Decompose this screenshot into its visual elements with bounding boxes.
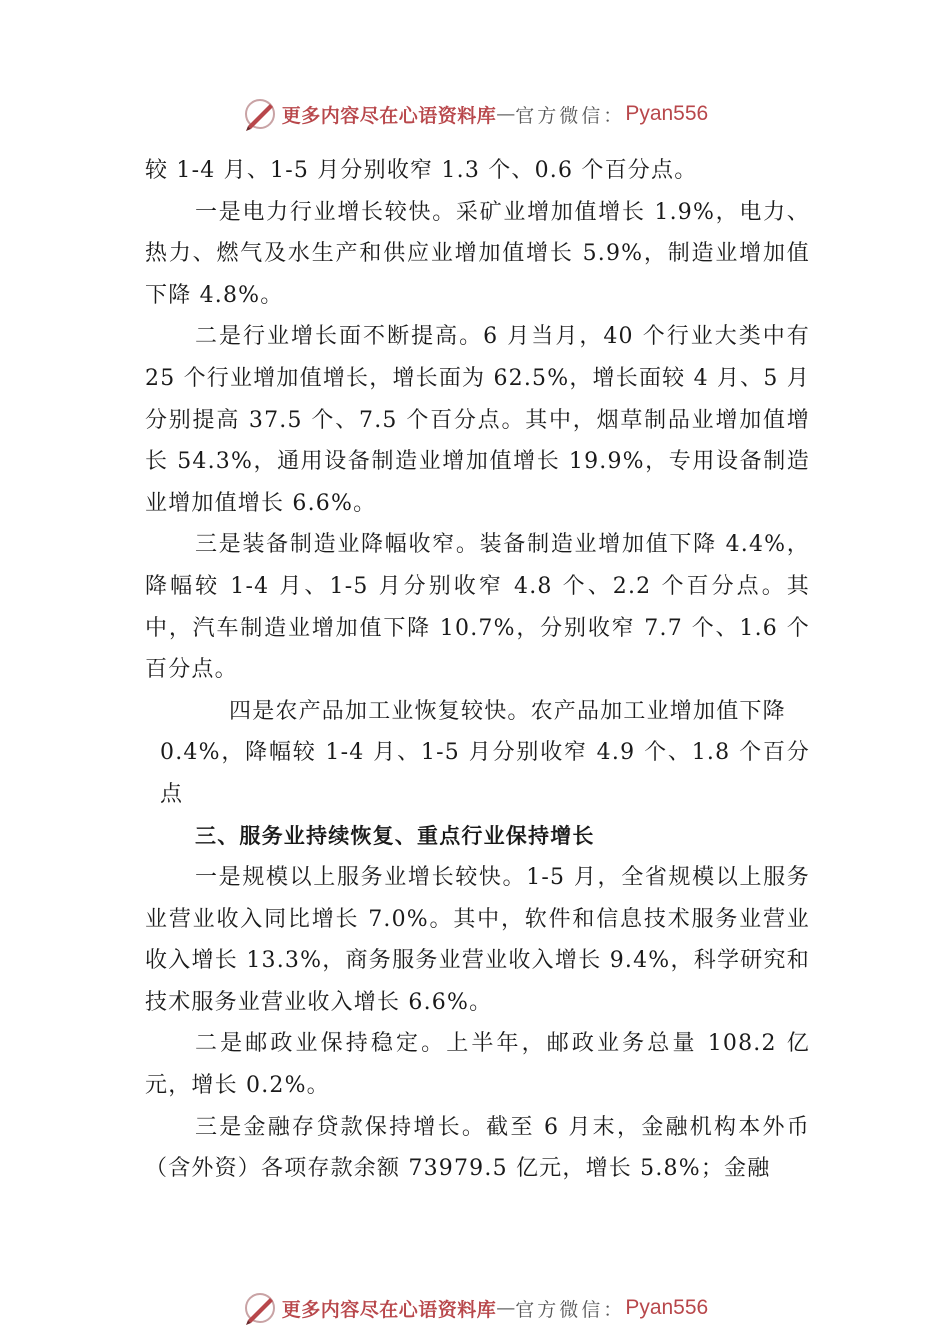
banner-label: 官方微信：: [515, 104, 626, 127]
banner-brand: 更多内容尽在心语资料库: [281, 104, 497, 127]
banner-brand: 更多内容尽在心语资料库: [281, 1298, 497, 1321]
banner-handle: Pyan556: [625, 102, 709, 125]
footer-banner: [0, 1288, 950, 1328]
paragraph-industry-growth: 二是行业增长面不断提高。6 月当月，40 个行业大类中有 25 个行业增加值增长，增长面为 62.5%，增长面较 4 月、5 月分别提高 37.5 个、7.5 个百分点。其中，烟草制品业增加值增长 54.3%，通用设备制造业增加值增长 19.9%，专用设备制造业增加值增长 6.6%。: [145, 324, 810, 516]
header-banner: [0, 94, 950, 134]
banner-dash: —: [496, 1297, 516, 1319]
section-heading-services: 三、服务业持续恢复、重点行业保持增长: [195, 823, 595, 848]
paragraph-postal: 二是邮政业保持稳定。上半年，邮政业务总量 108.2 亿元，增长 0.2%。: [145, 1031, 810, 1099]
paragraph-equipment-manufacturing: 三是装备制造业降幅收窄。装备制造业增加值下降 4.4%，降幅较 1-4 月、1-5 月分别收窄 4.8 个、2.2 个百分点。其中，汽车制造业增加值下降 10.7%，分别收窄 7.7 个、1.6 个百分点。: [145, 532, 810, 683]
banner-handle: Pyan556: [625, 1296, 709, 1319]
banner-label: 官方微信：: [515, 1298, 626, 1321]
pen-logo-icon: [242, 96, 278, 132]
banner-dash: —: [496, 103, 516, 125]
document-body: [145, 150, 810, 1190]
paragraph-agri-processing-cont: 0.4%，降幅较 1-4 月、1-5 月分别收窄 4.9 个、1.8 个百分点: [160, 740, 810, 807]
paragraph-services-growth: 一是规模以上服务业增长较快。1-5 月，全省规模以上服务业营业收入同比增长 7.0%。其中，软件和信息技术服务业营业收入增长 13.3%，商务服务业营业收入增长 9.4%，科学研究和技术服务业营业收入增长 6.6%。: [145, 865, 810, 1015]
pen-logo-icon: [242, 1290, 278, 1326]
paragraph-power-industry: 一是电力行业增长较快。采矿业增加值增长 1.9%，电力、热力、燃气及水生产和供应业增加值增长 5.9%，制造业增加值下降 4.8%。: [145, 199, 810, 308]
paragraph-finance: 三是金融存贷款保持增长。截至 6 月末，金融机构本外币（含外资）各项存款余额 73979.5 亿元，增长 5.8%；金融: [145, 1114, 810, 1182]
paragraph-agri-processing: 四是农产品加工业恢复较快。农产品加工业增加值下降: [229, 698, 786, 724]
paragraph-continuation: 较 1-4 月、1-5 月分别收窄 1.3 个、0.6 个百分点。: [145, 158, 698, 183]
